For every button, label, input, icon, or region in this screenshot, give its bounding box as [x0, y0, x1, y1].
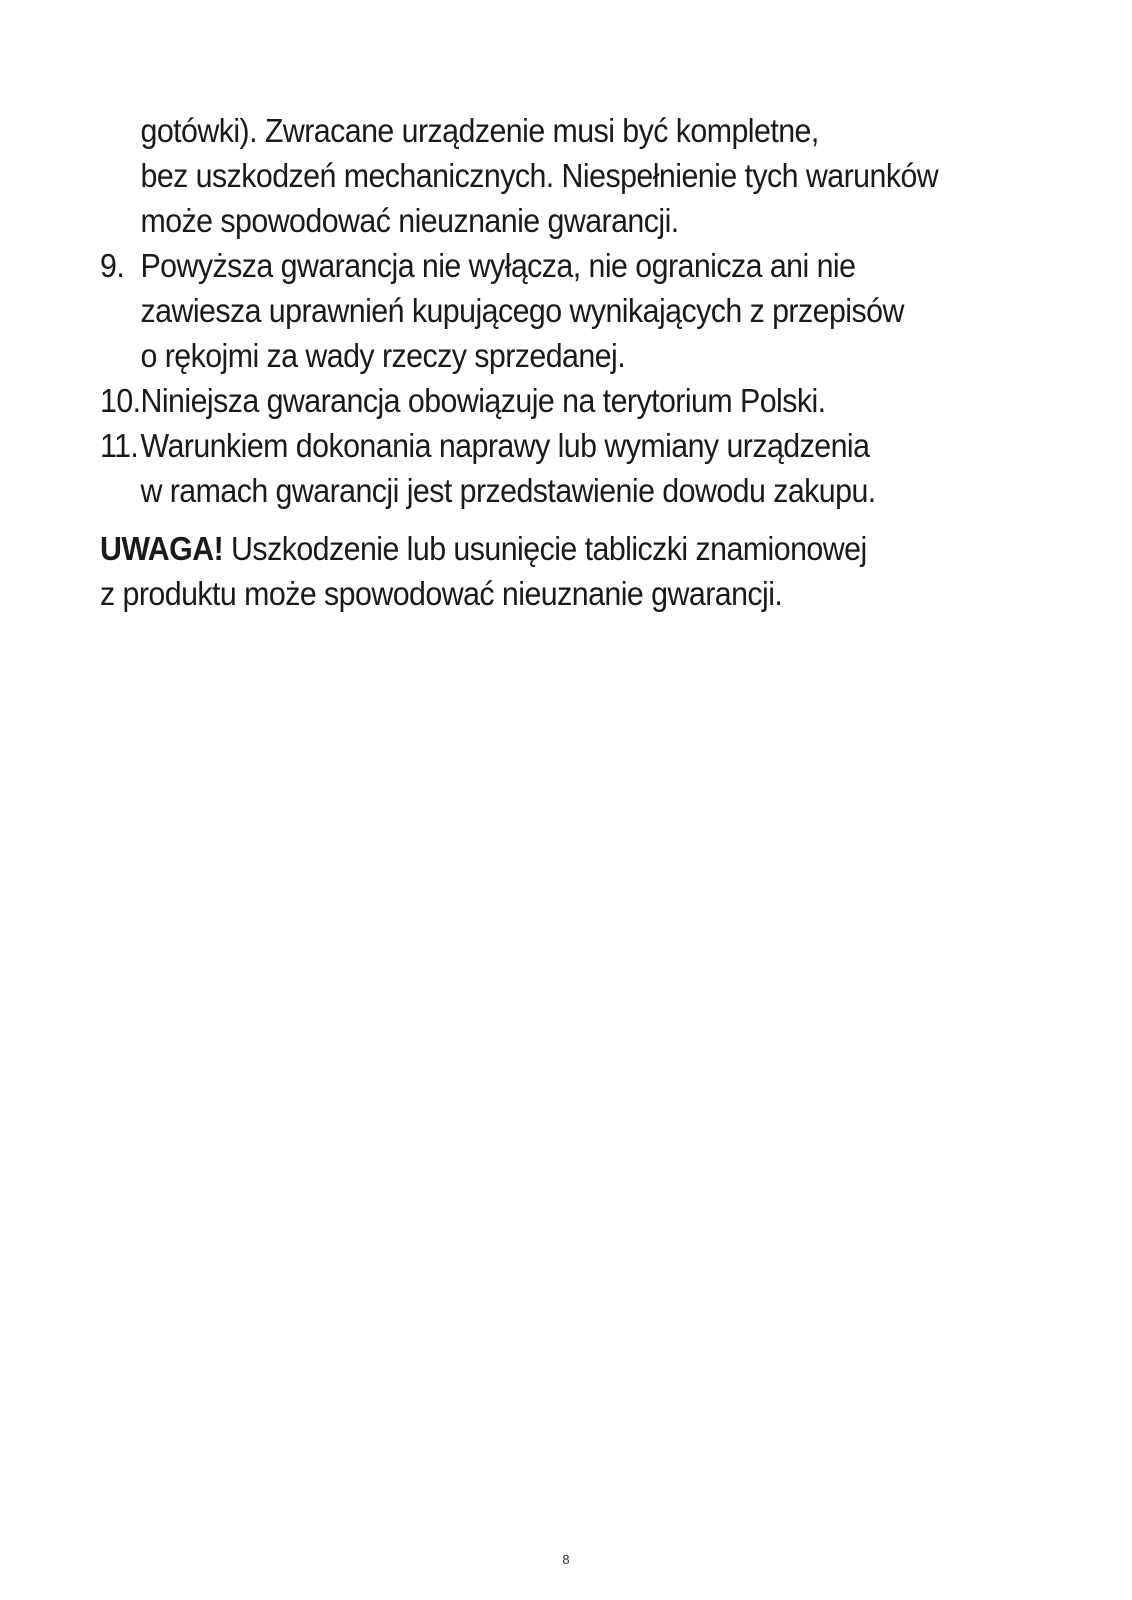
continuation-line: bez uszkodzeń mechanicznych. Niespełnienie tych warunków — [140, 157, 939, 194]
list-item-number: 11. — [100, 427, 139, 464]
list-item-number: 10. — [100, 382, 141, 419]
continuation-paragraph — [100, 108, 939, 243]
warning-text: Uszkodzenie lub usunięcie tabliczki znamionowej — [223, 530, 867, 567]
list-item-10 — [100, 378, 928, 423]
continuation-line: może spowodować nieuznanie gwarancji. — [140, 202, 679, 239]
page-number: 8 — [562, 1552, 570, 1567]
list-item-line: zawiesza uprawnień kupującego wynikających z przepisów — [140, 292, 904, 329]
list-item-text — [140, 243, 928, 378]
warning-note — [100, 526, 928, 616]
warning-label: UWAGA! — [100, 530, 224, 567]
warning-note-line — [100, 526, 928, 571]
warranty-text-block — [100, 108, 939, 616]
list-item-number: 9. — [100, 247, 125, 284]
list-item-text — [140, 423, 928, 513]
continuation-line: gotówki). Zwracane urządzenie musi być kompletne, — [140, 112, 819, 149]
list-item-9 — [100, 243, 928, 378]
warning-note-line: z produktu może spowodować nieuznanie gwarancji. — [100, 575, 783, 612]
list-item-text — [140, 378, 928, 423]
list-item-line: Powyższa gwarancja nie wyłącza, nie ogranicza ani nie — [140, 247, 856, 284]
list-item-11 — [100, 423, 928, 513]
list-item-line: w ramach gwarancji jest przedstawienie dowodu zakupu. — [140, 472, 876, 509]
list-item-line: Warunkiem dokonania naprawy lub wymiany urządzenia — [140, 427, 870, 464]
list-item-line: Niniejsza gwarancja obowiązuje na terytorium Polski. — [140, 382, 826, 419]
list-item-line: o rękojmi za wady rzeczy sprzedanej. — [140, 337, 626, 374]
